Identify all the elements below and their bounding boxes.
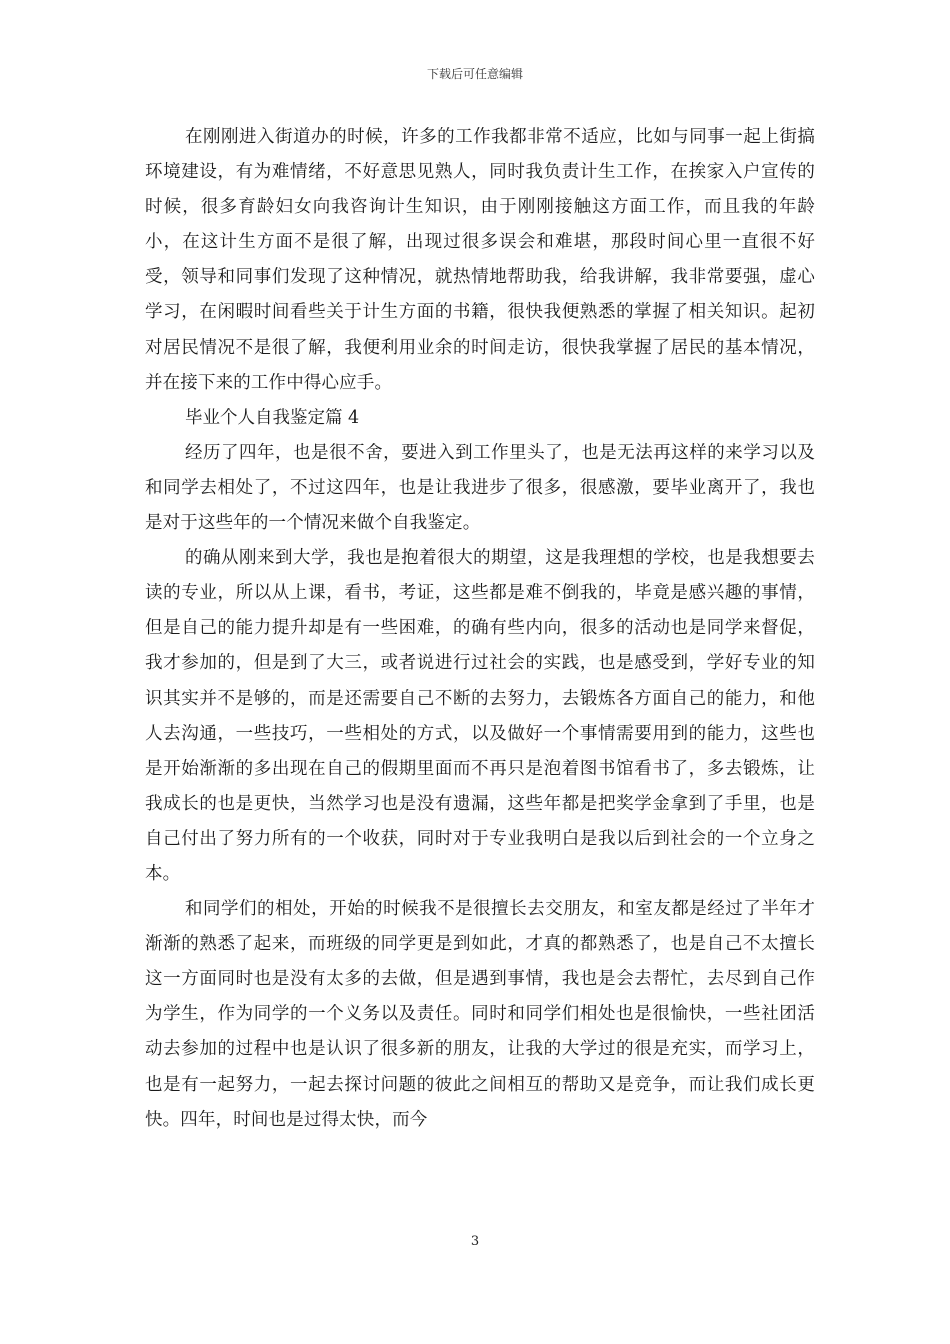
page-header: 下载后可任意编辑 <box>426 67 523 81</box>
paragraph-classmates: 和同学们的相处，开始的时候我不是很擅长去交朋友，和室友都是经过了半年才渐渐的熟悉了起来，而班级的同学更是到如此，才真的都熟悉了，也是自己不太擅长这一方面同时也是没有太多的去做，但是遇到事情，我也是会去帮忙，去尽到自己作为学生，作为同学的一个义务以及责任。同时和同学们相处也是很愉快，一些社团活动去参加的过程中也是认识了很多新的朋友，让我的大学过的很是充实，而学习上，也是有一起努力，一起去探讨问题的彼此之间相互的帮助又是竞争，而让我们成长更快。四年，时间也是过得太快，而今 <box>145 899 815 1130</box>
section-heading: 毕业个人自我鉴定篇 4 <box>185 407 360 428</box>
paragraph-work-experience: 在刚刚进入街道办的时候，许多的工作我都非常不适应，比如与同事一起上街搞环境建设，有为难情绪，不好意思见熟人，同时我负责计生工作，在挨家入户宣传的时候，很多育龄妇女向我咨询计生知识，由于刚刚接触这方面工作，而且我的年龄小，在这计生方面不是很了解，出现过很多误会和难堪，那段时间心里一直很不好受，领导和同事们发现了这种情况，就热情地帮助我，给我讲解，我非常要强，虚心学习，在闲暇时间看些关于计生方面的书籍，很快我便熟悉的掌握了相关知识。起初对居民情况不是很了解，我便利用业余的时间走访，很快我掌握了居民的基本情况，并在接下来的工作中得心应手。 <box>145 127 815 393</box>
page-number: 3 <box>470 1234 480 1249</box>
paragraph-study: 的确从刚来到大学，我也是抱着很大的期望，这是我理想的学校，也是我想要去读的专业，所以从上课，看书，考证，这些都是难不倒我的，毕竟是感兴趣的事情，但是自己的能力提升却是有一些困难，的确有些内向，很多的活动也是同学来督促，我才参加的，但是到了大三，或者说进行过社会的实践，也是感受到，学好专业的知识其实并不是够的，而是还需要自己不断的去努力，去锻炼各方面自己的能力，和他人去沟通，一些技巧，一些相处的方式，以及做好一个事情需要用到的能力，这些也是开始渐渐的多出现在自己的假期里面而不再只是泡着图书馆看书了，多去锻炼，让我成长的也是更快，当然学习也是没有遗漏，这些年都是把奖学金拿到了手里，也是自己付出了努力所有的一个收获，同时对于专业我明白是我以后到社会的一个立身之本。 <box>145 548 815 884</box>
document-body <box>145 120 815 1138</box>
paragraph-intro: 经历了四年，也是很不舍，要进入到工作里头了，也是无法再这样的来学习以及和同学去相处了，不过这四年，也是让我进步了很多，很感激，要毕业离开了，我也是对于这些年的一个情况来做个自我鉴定。 <box>145 442 815 534</box>
